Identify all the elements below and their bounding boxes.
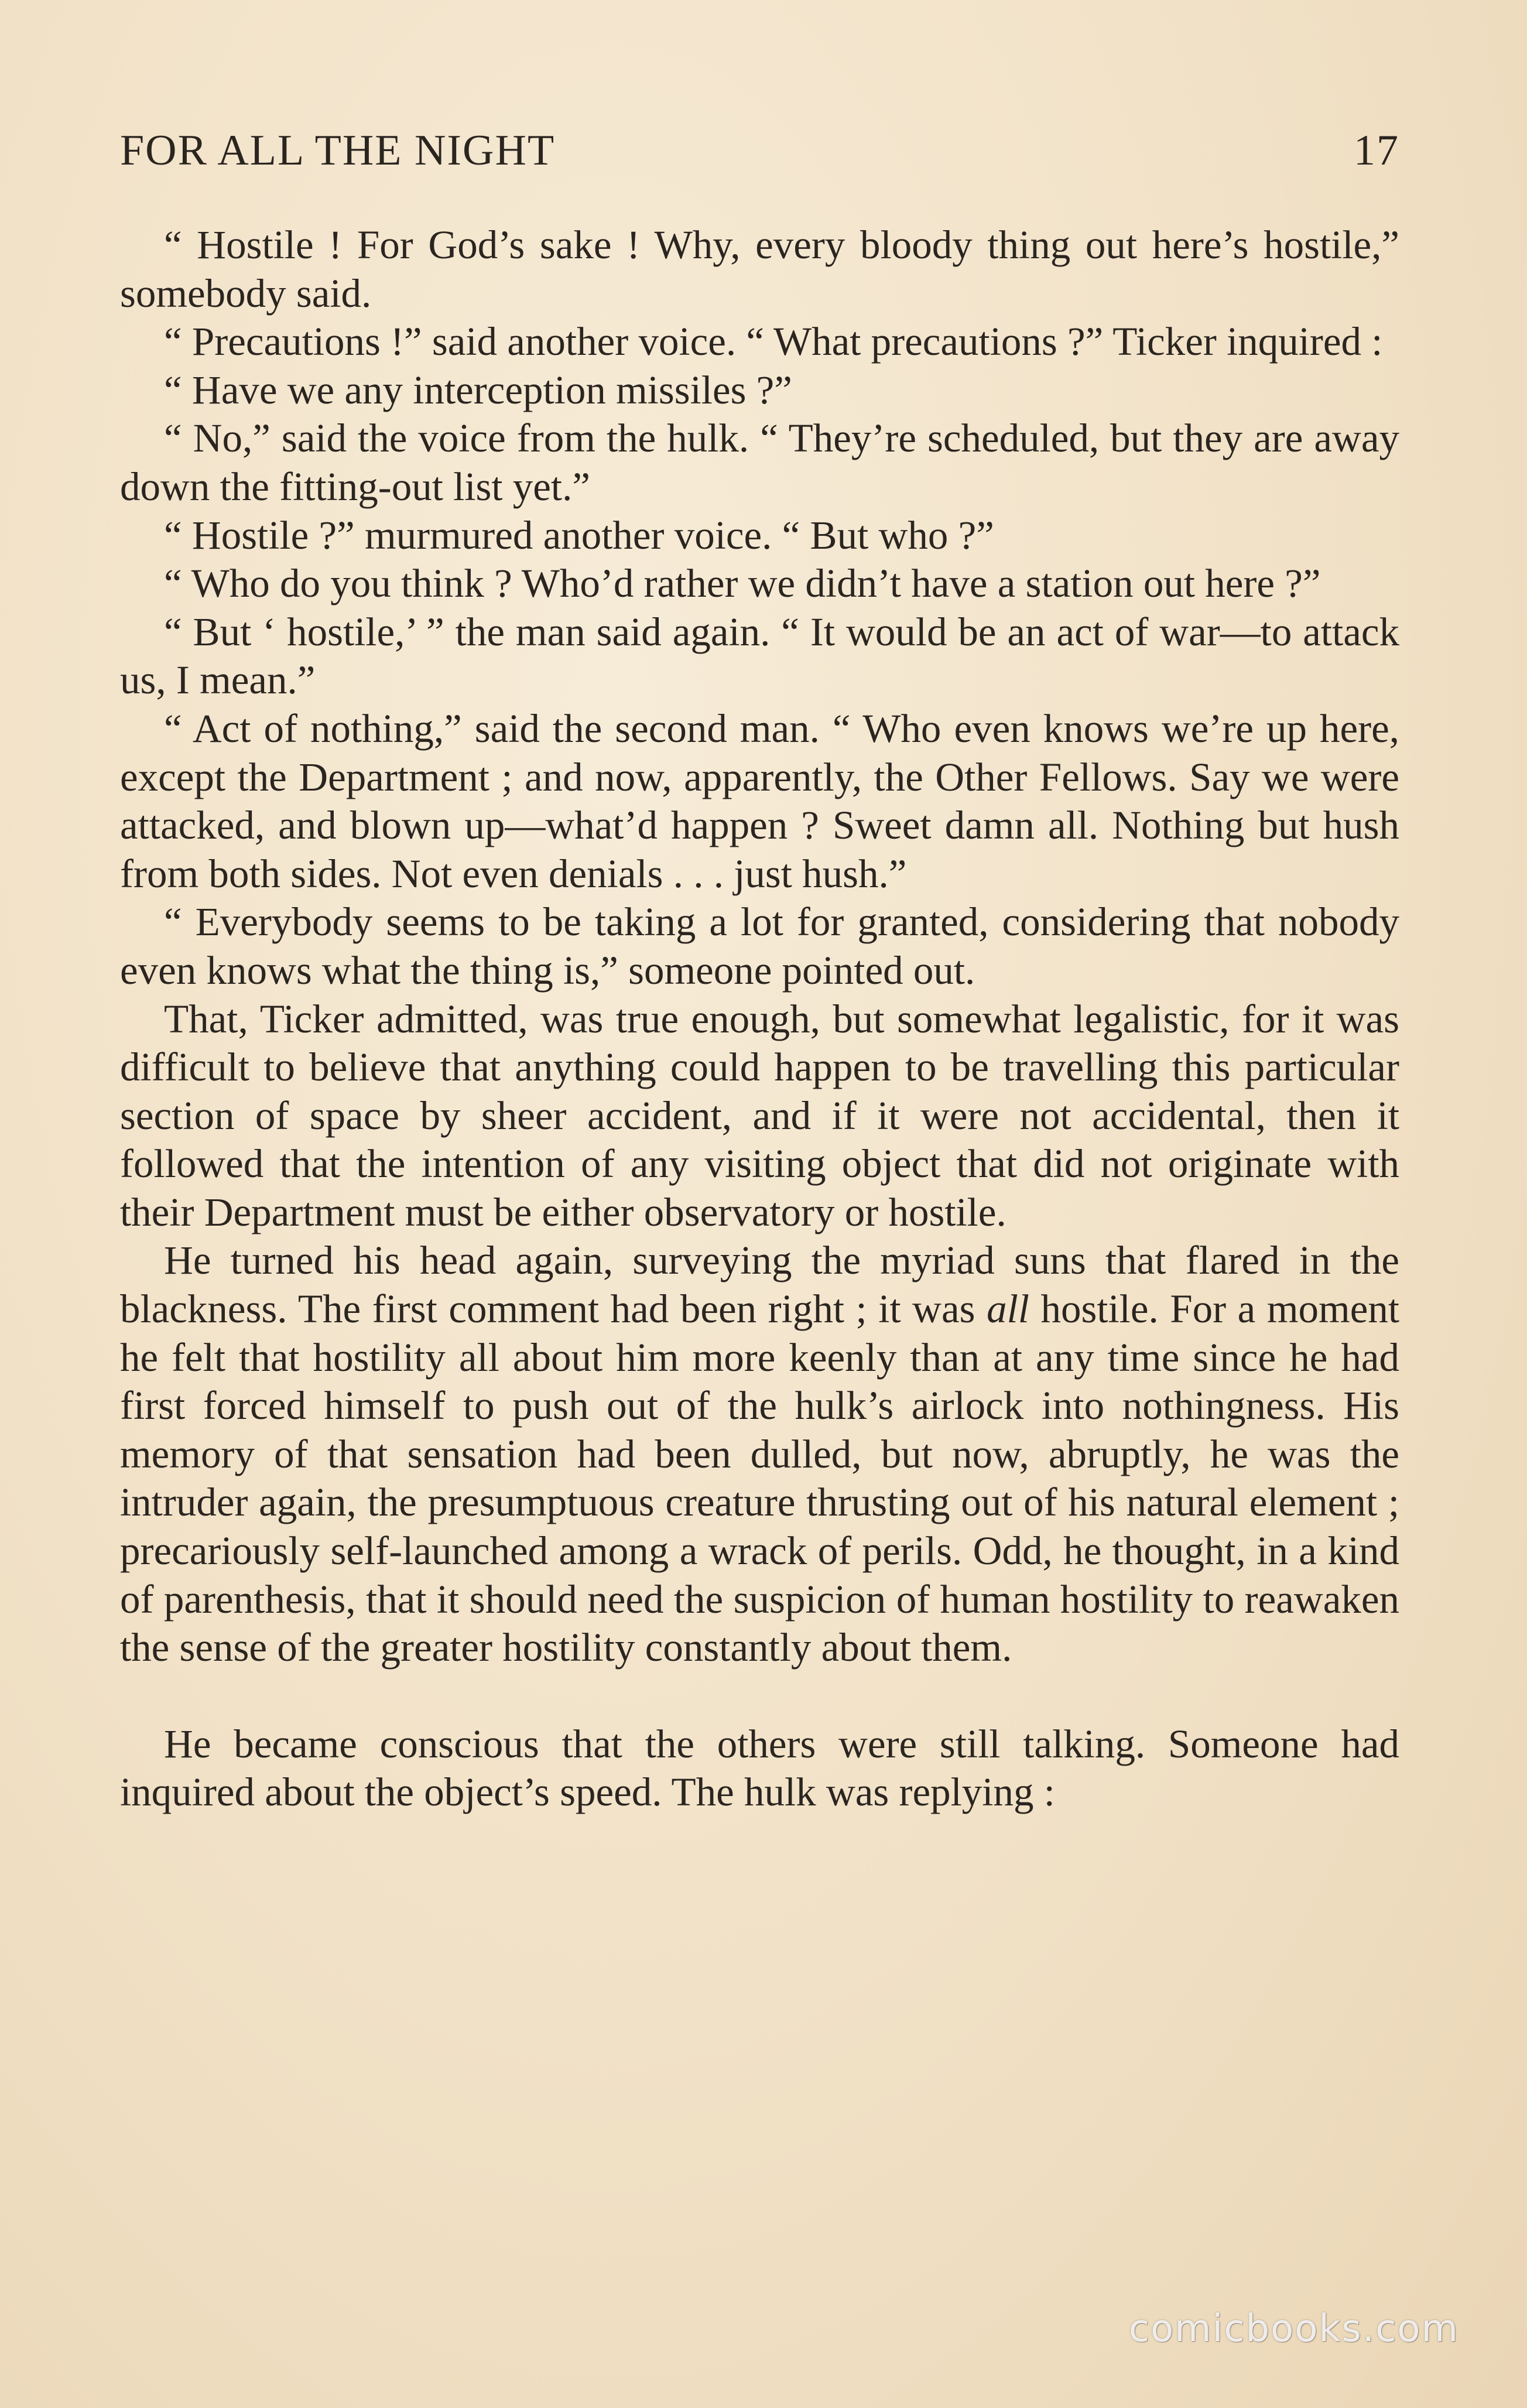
paragraph: “ Precautions !” said another voice. “ What precautions ?” Ticker inquired : bbox=[164, 319, 1383, 364]
book-page bbox=[120, 126, 1399, 1817]
paragraph: “ But ‘ hostile,’ ” the man said again. “ It would be an act of war—to attack us, I mean.” bbox=[120, 609, 1399, 703]
paragraph: “ Everybody seems to be taking a lot for granted, considering that nobody even knows what the thing is,” someone pointed out. bbox=[120, 899, 1399, 993]
paragraph: “ Hostile ! For God’s sake ! Why, every bloody thing out here’s hostile,” somebody said. bbox=[120, 223, 1399, 316]
running-head: FOR ALL THE NIGHT bbox=[120, 126, 556, 175]
paragraph: That, Ticker admitted, was true enough, but somewhat legalistic, for it was difficult to believe that anything could happen to be travelling this particular section of space by sheer accident, and if it were not accidental, then it followed that the intention of any visiting object that did not originate with their Department must be either observatory or hostile. bbox=[120, 996, 1399, 1234]
emphasized-word: all bbox=[987, 1287, 1029, 1332]
body-text bbox=[120, 221, 1399, 1817]
paragraph: “ Act of nothing,” said the second man. “ Who even knows we’re up here, except the Department ; and now, apparently, the Other Fellows. Say we were attacked, and blown up—what’d happen ? Sweet damn all. Nothing but hush from both sides. Not even denials . . . just hush.” bbox=[120, 706, 1399, 896]
watermark: comicbooks.com bbox=[1129, 2307, 1460, 2351]
paragraph-text-end: hostile. For a moment he felt that hostility all about him more keenly than at any time since he had first forced himself to push out of the hulk’s airlock into nothingness. His memory of that sensation had been dulled, but now, abruptly, he was the intruder again, the presumptuous creature thrusting out of his natural element ; precariously self-launched among a wrack of perils. Odd, he thought, in a kind of parenthesis, that it should need the suspicion of human hostility to reawaken the sense of the greater hostility constantly about them. bbox=[120, 1287, 1400, 1670]
paragraph bbox=[120, 1236, 1399, 1671]
page-number: 17 bbox=[1354, 126, 1399, 175]
section-break bbox=[120, 1672, 1399, 1720]
paragraph: He became conscious that the others were still talking. Someone had inquired about the object’s speed. The hulk was replying : bbox=[120, 1721, 1399, 1815]
paragraph: “ Have we any interception missiles ?” bbox=[164, 367, 792, 412]
paragraph: “ No,” said the voice from the hulk. “ They’re scheduled, but they are away down the fitting-out list yet.” bbox=[120, 416, 1399, 509]
page-header bbox=[120, 126, 1399, 180]
paragraph: “ Hostile ?” murmured another voice. “ But who ?” bbox=[164, 512, 994, 557]
paragraph-text-start: He turned his head again, surveying the myriad suns that flared in the blackness. The first comment had been right ; it was bbox=[120, 1238, 1399, 1332]
paragraph: “ Who do you think ? Who’d rather we didn’t have a station out here ?” bbox=[164, 561, 1321, 606]
